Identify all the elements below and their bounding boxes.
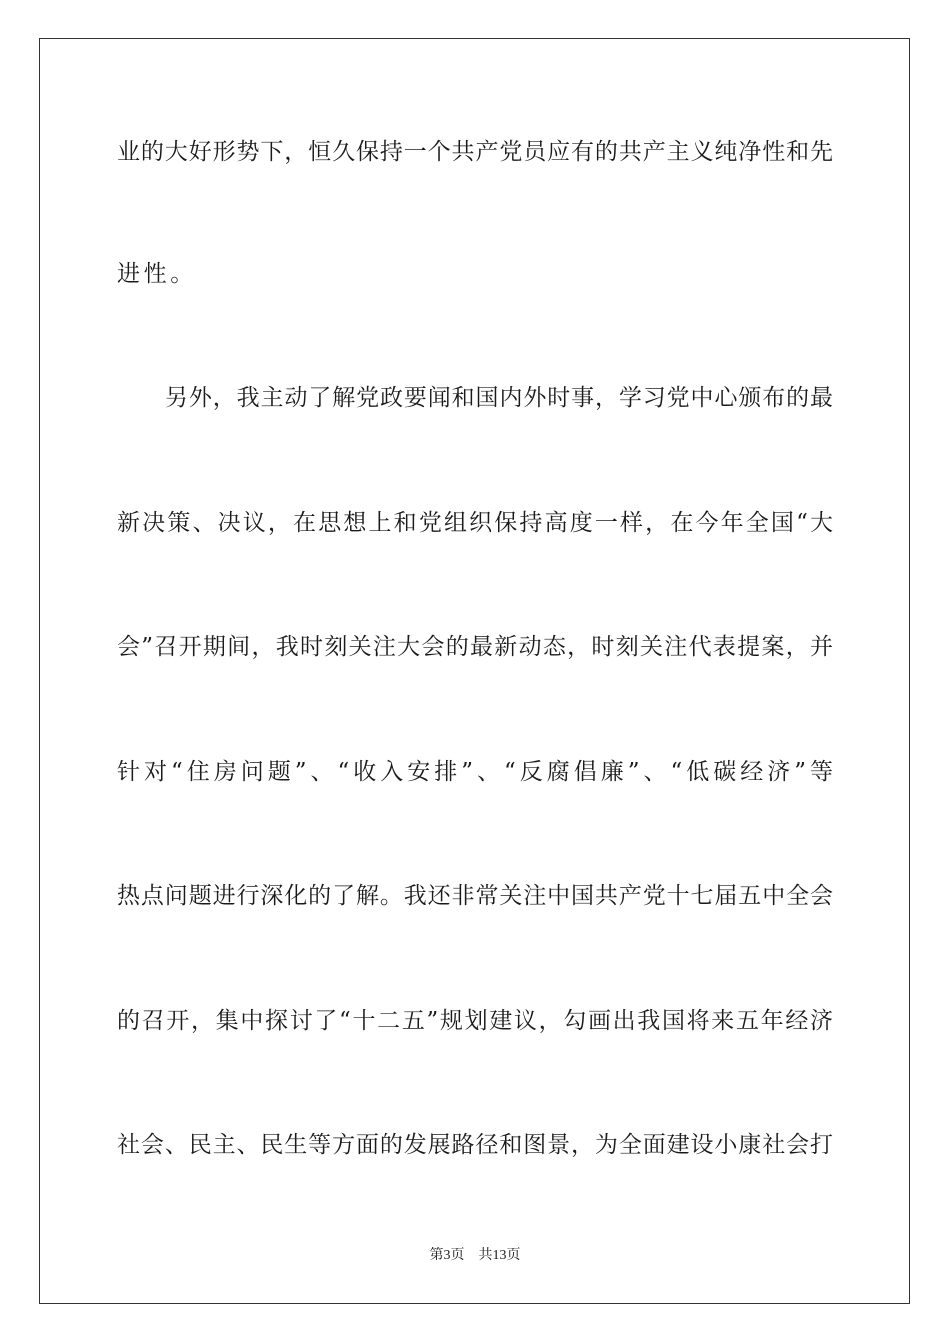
text-line-9: 社会、民主、民生等方面的发展路径和图景，为全面建设小康社会打	[117, 1132, 833, 1158]
page-number: 第3页	[429, 1248, 465, 1263]
text-line-1: 业的大好形势下，恒久保持一个共产党员应有的共产主义纯净性和先	[117, 139, 833, 165]
total-pages: 共13页	[478, 1248, 521, 1263]
text-line-3: 另外，我主动了解党政要闻和国内外时事，学习党中心颁布的最	[165, 385, 833, 411]
text-line-2: 进性。	[117, 261, 197, 287]
text-line-6: 针对“住房问题”、“收入安排”、“反腐倡廉”、“低碳经济”等	[117, 759, 833, 785]
page-footer	[0, 1246, 950, 1266]
text-line-7: 热点问题进行深化的了解。我还非常关注中国共产党十七届五中全会	[117, 883, 833, 909]
text-line-5: 会”召开期间，我时刻关注大会的最新动态，时刻关注代表提案，并	[117, 634, 833, 660]
page-border	[39, 38, 910, 1304]
text-line-4: 新决策、决议，在思想上和党组织保持高度一样，在今年全国“大	[117, 510, 833, 536]
text-line-8: 的召开，集中探讨了“十二五”规划建议，勾画出我国将来五年经济	[117, 1008, 833, 1034]
